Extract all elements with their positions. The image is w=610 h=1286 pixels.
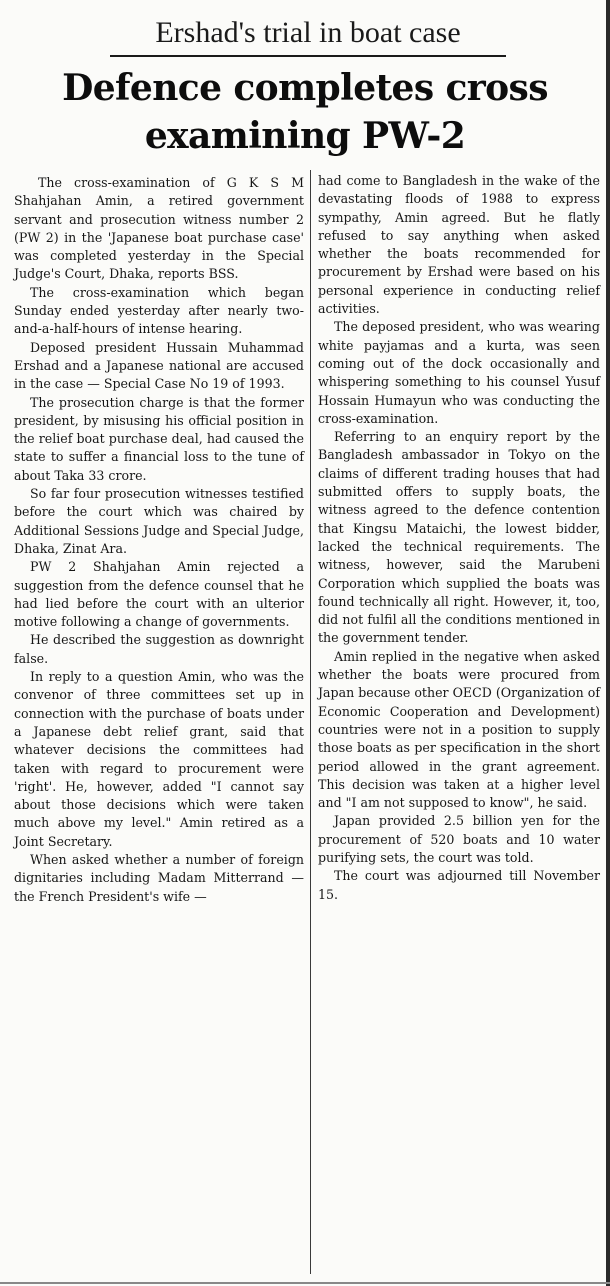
paragraph: He described the suggestion as downright false.: [14, 632, 304, 666]
paragraph: Referring to an enquiry report by the Bangladesh ambassador in Tokyo on the claims of different trading houses that had submitted offers to supply boats, the witness agreed to the defence contention that Kingsu Mataichi, the lowest bidder, lacked the technical requirements. The witness, however, said the Marubeni Corporation which supplied the boats was found technically all right. However, it, too, did not fulfil all the conditions mentioned in the government tender.: [318, 429, 600, 646]
paragraph: The prosecution charge is that the former president, by misusing his official position in the relief boat purchase deal, had caused the state to suffer a financial loss to the tune of about Taka 33 crore.: [14, 394, 304, 483]
paragraph: The cross-examination of G K S M Shahjahan Amin, a retired government servant and prosecution witness number 2 (PW 2) in the 'Japanese boat purchase case' was completed yesterday in the Special Judge's Court, Dhaka, reports BSS.: [14, 175, 304, 282]
paragraph: The deposed president, who was wearing white payjamas and a kurta, was seen coming out of the dock occasionally and whispering something to his counsel Yusuf Hossain Humayun who was conducting the cross-examination.: [318, 319, 600, 426]
headline-line-2: examining PW-2: [144, 115, 466, 157]
paragraph: Japan provided 2.5 billion yen for the procurement of 520 boats and 10 water purifying sets, the court was told.: [318, 813, 600, 865]
page-edge: [606, 0, 610, 1286]
paragraph: In reply to a question Amin, who was the convenor of three committees set up in connection with the purchase of boats under a Japanese debt relief grant, said that whatever decisions the committees had taken with regard to procurement were 'right'. He, however, added "I cannot say about those decisions which were taken much above my level." Amin retired as a Joint Secretary.: [14, 669, 304, 849]
bottom-rule: [0, 1282, 610, 1284]
paragraph: Amin replied in the negative when asked whether the boats were procured from Japan because other OECD (Organization of Economic Cooperation and Development) countries were not in a position to supply those boats as per specification in the short period allowed in the grant agreement. This decision was taken at a higher level and "I am not supposed to know", he said.: [318, 648, 600, 811]
paragraph: The court was adjourned till November 15.: [318, 868, 600, 902]
article-column-right: [318, 172, 600, 904]
paragraph: had come to Bangladesh in the wake of the devastating floods of 1988 to express sympathy, Amin agreed. But he flatly refused to say anything when asked whether the boats recommended for procurement by Ershad were based on his personal experience in conducting relief activities.: [318, 173, 600, 317]
column-divider: [310, 170, 311, 1274]
paragraph: The cross-examination which began Sunday ended yesterday after nearly two-and-a-half-hours of intense hearing.: [14, 284, 304, 337]
paragraph: When asked whether a number of foreign dignitaries including Madam Mitterrand — the French President's wife —: [14, 851, 304, 904]
paragraph: Deposed president Hussain Muhammad Ershad and a Japanese national are accused in the case — Special Case No 19 of 1993.: [14, 339, 304, 392]
paragraph: PW 2 Shahjahan Amin rejected a suggestion from the defence counsel that he had lied before the court with an ulterior motive following a change of governments.: [14, 559, 304, 630]
kicker-title: Ershad's trial in boat case: [110, 10, 506, 57]
article-column-left: [14, 174, 304, 906]
headline-line-1: Defence completes cross: [62, 67, 548, 109]
headline: [0, 64, 610, 160]
paragraph: So far four prosecution witnesses testified before the court which was chaired by Additional Sessions Judge and Special Judge, Dhaka, Zinat Ara.: [14, 486, 304, 556]
